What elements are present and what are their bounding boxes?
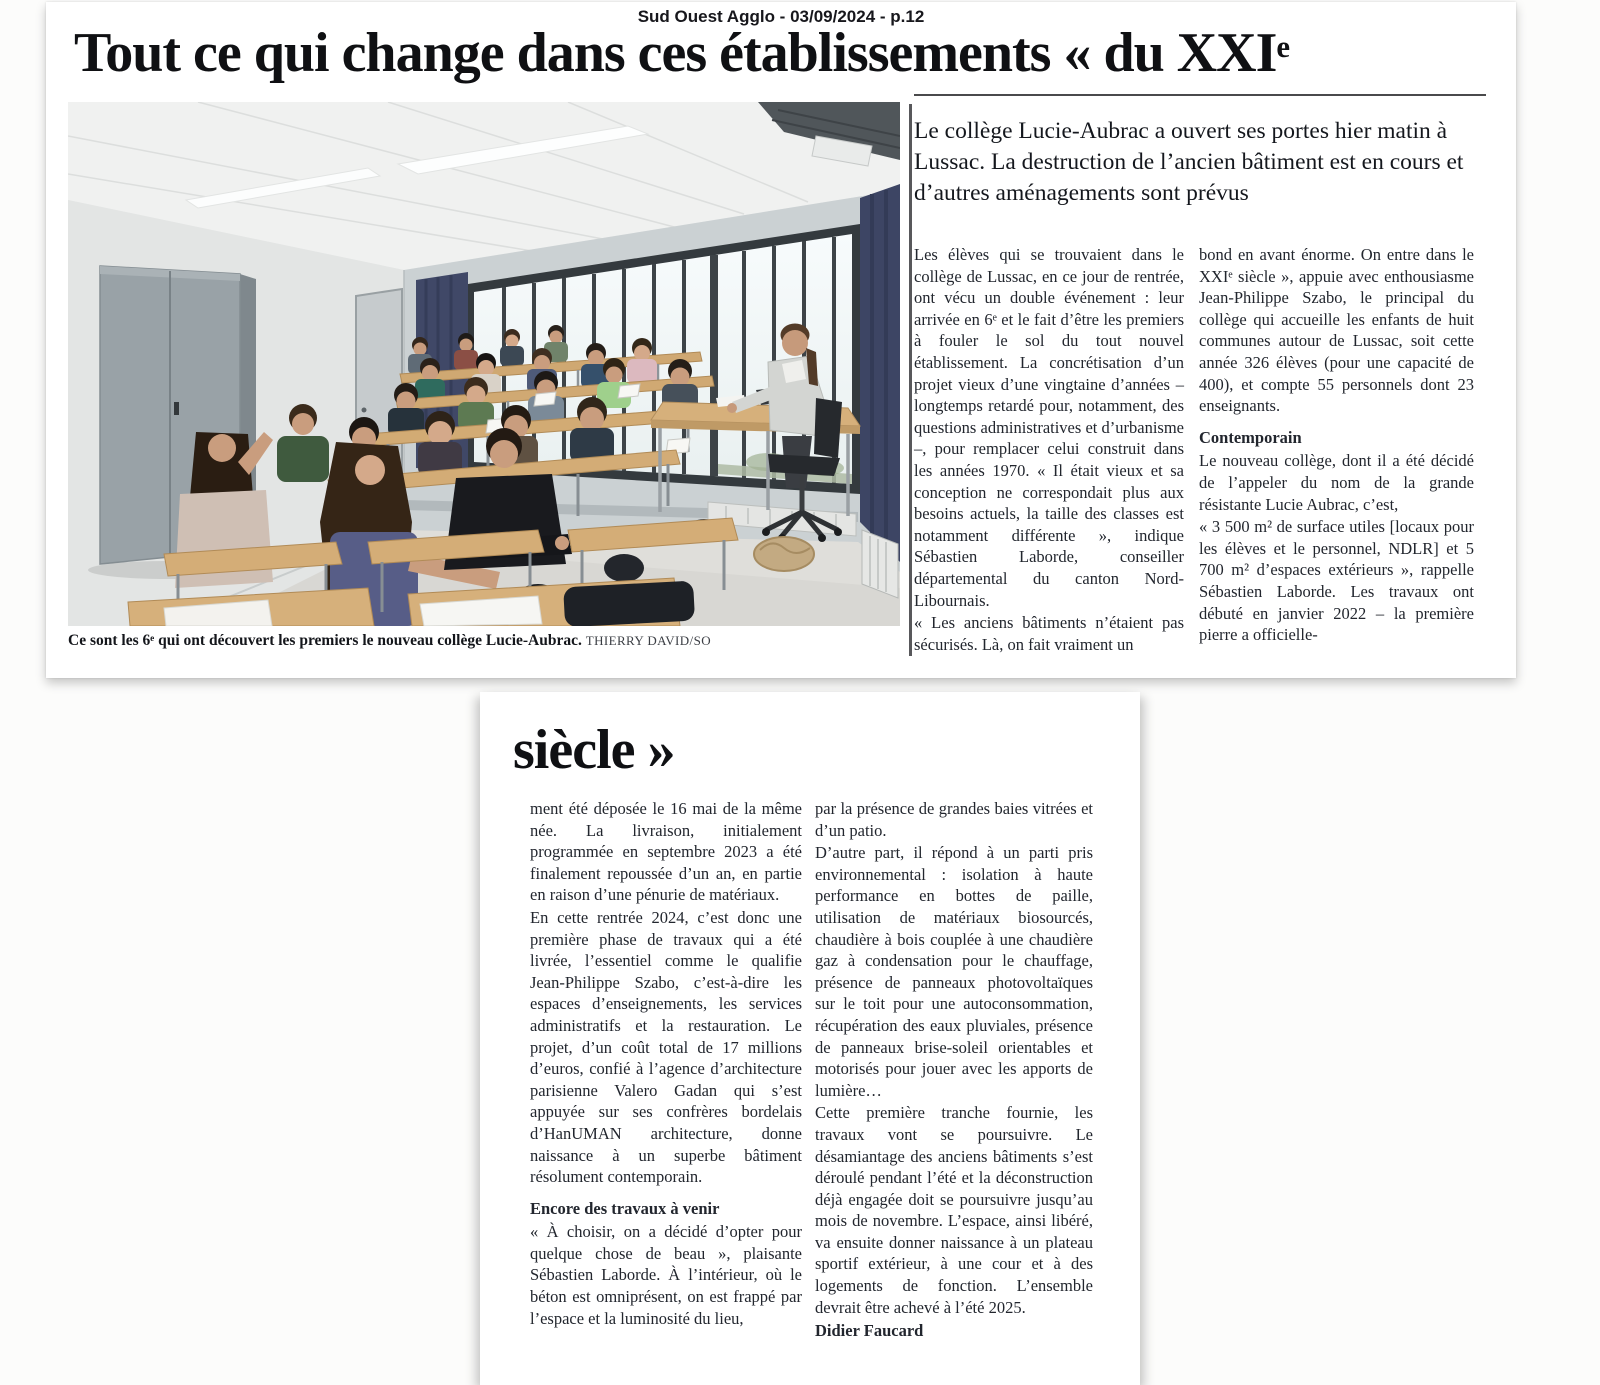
article-paragraph: « Les anciens bâtiments n’étaient pas sécurisés. Là, on fait vraiment un bbox=[914, 613, 1184, 654]
article-photo bbox=[68, 102, 900, 626]
article-subhead-travaux: Encore des travaux à venir bbox=[530, 1198, 720, 1218]
article-column-1 bbox=[914, 244, 1184, 655]
headline-superscript: e bbox=[1276, 30, 1290, 65]
article-column-2 bbox=[1199, 244, 1474, 655]
article-column-3 bbox=[530, 798, 802, 1342]
article-subhead-contemporain: Contemporain bbox=[1199, 427, 1302, 447]
article-paragraph: En cette rentrée 2024, c’est donc une première phase de travaux qui a été livrée, l’essentiel comme le qualifie Jean-Philippe Szabo, c’est-à-dire les espaces d’enseignements, les services administratifs et la restauration. Le projet, d’un coût total de 17 millions d’euros, confié à l’agence d’architecture parisienne Valero Gadan qui s’est appuyée sur ses confrères bordelais d’HanUMAN architecture, donne naissance à un superbe bâtiment résolument contemporain. bbox=[530, 907, 802, 1187]
photo-credit: THIERRY DAVID/SO bbox=[585, 633, 711, 648]
caption-text: Ce sont les 6ᵉ qui ont découvert les premiers le nouveau collège Lucie-Aubrac. bbox=[68, 632, 582, 649]
photo-caption bbox=[68, 632, 928, 650]
article-paragraph: « 3 500 m² de surface utiles [locaux pour les élèves et le personnel, NDLR] et 5 700 m² d’espaces extérieurs », rappelle Sébastien Laborde. Les travaux ont débuté en janvier 2022 – la première pierre a officielle- bbox=[1199, 517, 1474, 645]
article-columns-top bbox=[914, 244, 1474, 655]
article-headline-continuation: siècle » bbox=[513, 719, 675, 781]
article-byline: Didier Faucard bbox=[815, 1321, 924, 1341]
article-columns-bottom bbox=[530, 798, 1093, 1342]
article-paragraph: Les élèves qui se trouvaient dans le collège de Lussac, en ce jour de rentrée, ont vécu un double événement : leur arrivée en 6ᵉ et le fait d’être les premiers à fouler le sol du tout nouvel établissement. La concrétisation d’un projet vieux d’une vingtaine d’années – longtemps retardé pour, notamment, des questions administratives et d’urbanisme –, pour remplacer celui construit dans les années 1970. « Il était vieux et sa conception ne correspondait plus aux besoins actuels, la taille des classes est notamment différente », indique Sébastien Laborde, conseiller départemental du canton Nord-Libournais. bbox=[914, 245, 1184, 610]
article-paragraph: Le nouveau collège, dont il a été décidé de l’appeler du nom de la grande résistante Lucie Aubrac, c’est, bbox=[1199, 451, 1474, 514]
classroom-photo-illustration bbox=[68, 102, 900, 626]
article-paragraph: D’autre part, il répond à un parti pris environnemental : isolation à haute performance en bottes de paille, utilisation de matériaux biosourcés, chaudière à bois couplée à une chaudière gaz à condensation pour le chauffage, présence de panneaux photovoltaïques sur le toit pour une autoconsommation, récupération des eaux pluviales, présence de panneaux brise-soleil orientables et motorisés pour jouer avec les apports de lumière… bbox=[815, 843, 1093, 1100]
headline-text: Tout ce qui change dans ces établissements « du XXI bbox=[74, 22, 1277, 84]
article-column-4 bbox=[815, 798, 1093, 1342]
article-card-bottom bbox=[480, 692, 1140, 1385]
article-paragraph: bond en avant énorme. On entre dans le XXIᵉ siècle », appuie avec enthousiasme Jean-Philippe Szabo, le principal du collège qui accueille les enfants de huit communes autour de Lussac, soit cette année 326 élèves (pour une capacité de 400), et compte 55 personnels dont 23 enseignants. bbox=[1199, 245, 1474, 416]
lede-block bbox=[914, 94, 1486, 209]
article-headline bbox=[74, 24, 1289, 83]
column-divider-line bbox=[909, 104, 912, 656]
article-card-top bbox=[46, 2, 1516, 678]
article-lede: Le collège Lucie-Aubrac a ouvert ses portes hier matin à Lussac. La destruction de l’ancien bâtiment est en cours et d’autres aménagements sont prévus bbox=[914, 118, 1464, 206]
article-paragraph: Cette première tranche fournie, les travaux vont se poursuivre. Le désamiantage des anciens bâtiments s’est déroulé pendant l’été et la déconstruction déjà engagée doit se poursuivre jusqu’au mois de novembre. L’espace, ainsi libéré, va ensuite donner naissance à un plateau sportif extérieur, à une cour et à des logements de fonction. L’ensemble devrait être achevé à l’été 2025. bbox=[815, 1103, 1093, 1317]
article-paragraph: « À choisir, on a décidé d’opter pour quelque chose de beau », plaisante Sébastien Laborde. À l’intérieur, où le béton est omniprésent, on est frappé par l’espace et la luminosité du lieu, bbox=[530, 1222, 802, 1328]
article-paragraph: par la présence de grandes baies vitrées et d’un patio. bbox=[815, 799, 1093, 840]
masthead: Sud Ouest Agglo - 03/09/2024 - p.12 bbox=[637, 7, 925, 26]
article-paragraph: ment été déposée le 16 mai de la même née. La livraison, initialement programmée en septembre 2023 a été finalement repoussée d’un an, en partie en raison d’une pénurie de matériaux. bbox=[530, 799, 802, 905]
